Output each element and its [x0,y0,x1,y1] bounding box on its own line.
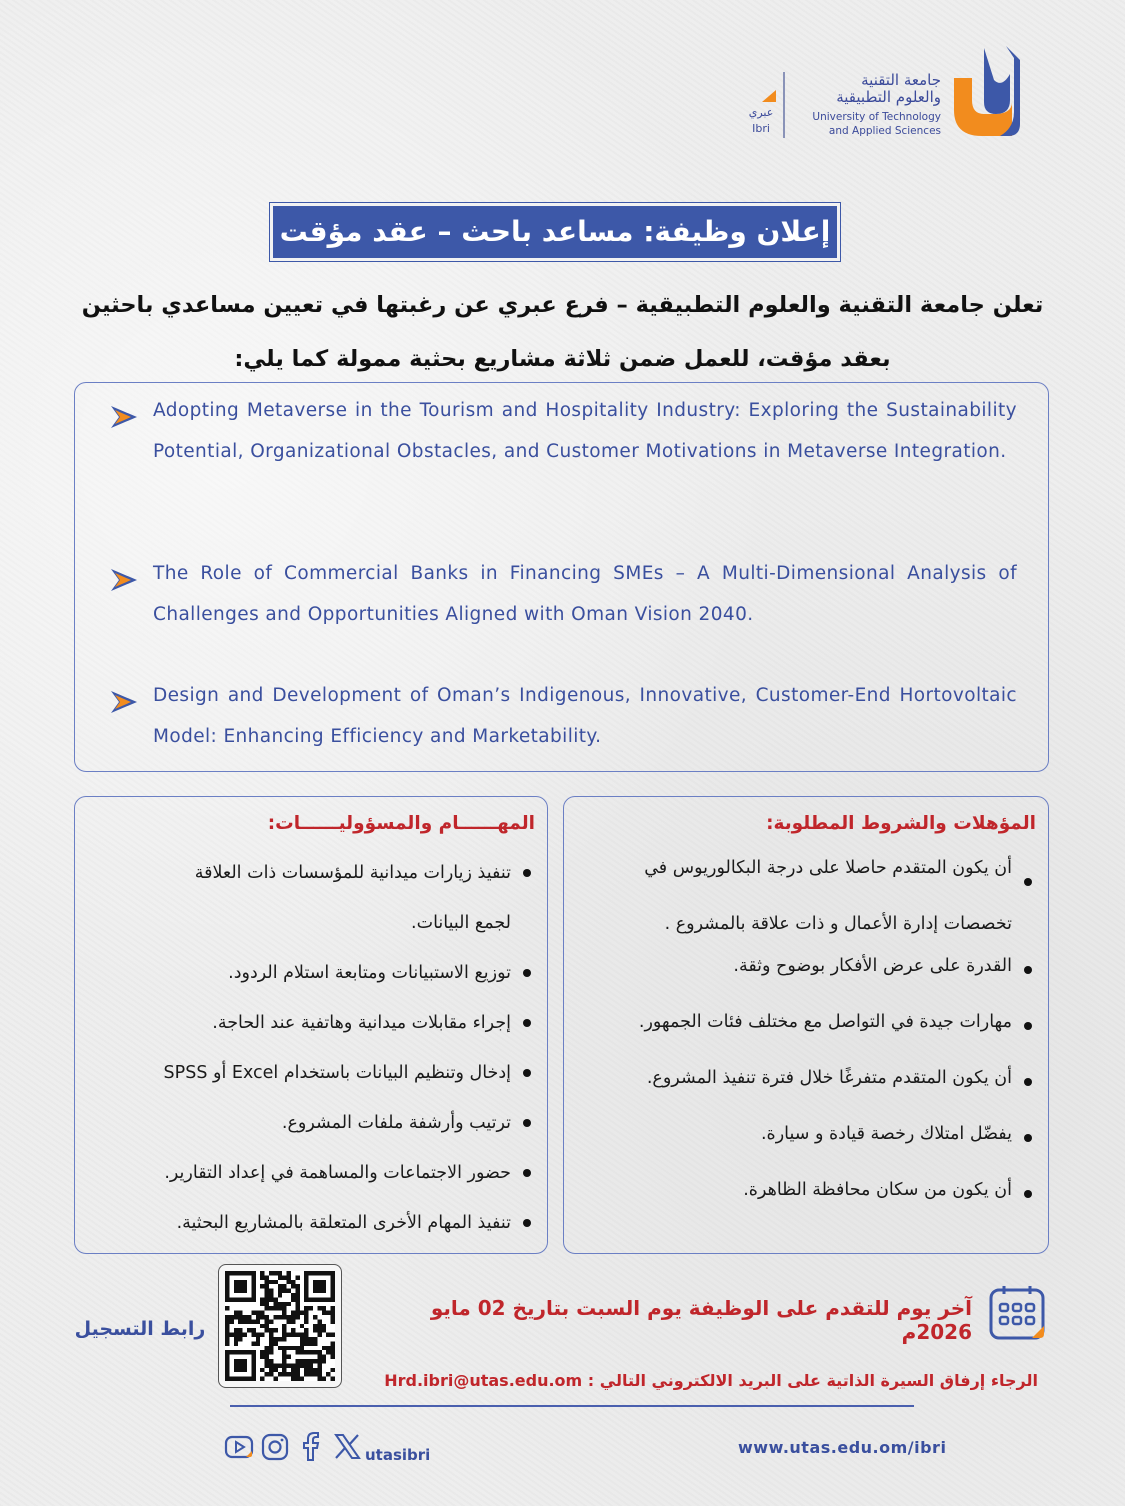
campus-name-ar: عبري [748,106,774,119]
project-title: Adopting Metaverse in the Tourism and Hospitality Industry: Exploring the Sustainability Potential, Organizational Obstacles, and Customer Motivations in Metaverse Integration. [153,400,1017,462]
intro-text [70,278,1055,386]
email-link[interactable]: Hrd.ibri@utas.edu.om [384,1371,583,1390]
university-name-ar: جامعة التقنية والعلوم التطبيقية [836,71,941,106]
facebook-icon[interactable] [296,1430,326,1462]
qualifications-title: المؤهلات والشروط المطلوبة: [766,813,1036,834]
qualifications-list [564,854,1048,1204]
list-item: القدرة على عرض الأفكار بوضوح وثقة. [564,952,1048,980]
list-item: مهارات جيدة في التواصل مع مختلف فئات الجمهور. [564,1008,1048,1036]
list-item: تنفيذ زيارات ميدانية للمؤسسات ذات العلاقة لجمع البيانات. [75,848,547,948]
youtube-icon[interactable] [224,1430,254,1462]
project-title: The Role of Commercial Banks in Financing SMEs – A Multi-Dimensional Analysis of Challenges and Opportunities Aligned with Oman Vision 2040. [153,563,1017,625]
list-item: ترتيب وأرشفة ملفات المشروع. [75,1098,547,1148]
university-logo-icon [950,44,1022,140]
attach-cv-text [360,1371,1038,1390]
list-item: إدخال وتنظيم البيانات باستخدام Excel أو SPSS [75,1048,547,1098]
list-item: أن يكون المتقدم متفرغًا خلال فترة تنفيذ المشروع. [564,1064,1048,1092]
tasks-title: المهــــــام والمسؤوليــــــات: [267,813,535,834]
projects-box [74,382,1049,772]
list-item: تنفيذ المهام الأخرى المتعلقة بالمشاريع البحثية. [75,1198,547,1248]
instagram-icon[interactable] [260,1430,290,1462]
registration-qr-code[interactable] [218,1264,342,1388]
logo-divider [783,72,785,138]
campus-mark-icon [760,86,778,104]
arrow-bullet-icon [109,689,139,715]
project-title: Design and Development of Oman’s Indigenous, Innovative, Customer-End Hortovoltaic Model: Enhancing Efficiency and Marketability. [153,685,1017,747]
arrow-bullet-icon [109,567,139,593]
list-item: يفضّل امتلاك رخصة قيادة و سيارة. [564,1120,1048,1148]
calendar-icon [988,1284,1048,1342]
tasks-list [75,848,547,1248]
tasks-card [74,796,548,1254]
attach-instruction: الرجاء إرفاق السيرة الذاتية على البريد الالكتروني التالي : [587,1371,1038,1390]
deadline-text: آخر يوم للتقدم على الوظيفة يوم السبت بتاريخ 02 مايو 2026م [430,1296,972,1344]
register-label: رابط التسجيل [74,1318,206,1340]
list-item: أن يكون من سكان محافظة الظاهرة. [564,1176,1048,1204]
x-icon[interactable] [332,1430,362,1462]
website-link[interactable]: www.utas.edu.om/ibri [738,1438,947,1457]
social-handle: utasibri [365,1446,431,1464]
list-item: توزيع الاستبيانات ومتابعة استلام الردود. [75,948,547,998]
list-item: إجراء مقابلات ميدانية وهاتفية عند الحاجة. [75,998,547,1048]
qualifications-card [563,796,1049,1254]
list-item: حضور الاجتماعات والمساهمة في إعداد التقارير. [75,1148,547,1198]
arrow-bullet-icon [109,404,139,430]
intro-line-1: تعلن جامعة التقنية والعلوم التطبيقية – فرع عبري عن رغبتها في تعيين مساعدي باحثين [81,292,1044,318]
project-item [113,554,1017,635]
university-name-en: University of Technology and Applied Sciences [812,111,941,137]
project-item [113,676,1017,757]
intro-line-2: بعقد مؤقت، للعمل ضمن ثلاثة مشاريع بحثية ممولة كما يلي: [234,346,891,372]
page-title: إعلان وظيفة: مساعد باحث – عقد مؤقت [270,203,840,261]
qr-code-icon [225,1271,335,1381]
footer-divider [230,1405,914,1407]
campus-name-en: Ibri [752,122,770,135]
social-icons [224,1428,362,1464]
list-item: أن يكون المتقدم حاصلا على درجة البكالوريوس في تخصصات إدارة الأعمال و ذات علاقة بالمشروع . [564,854,1048,938]
project-item [113,391,1017,472]
